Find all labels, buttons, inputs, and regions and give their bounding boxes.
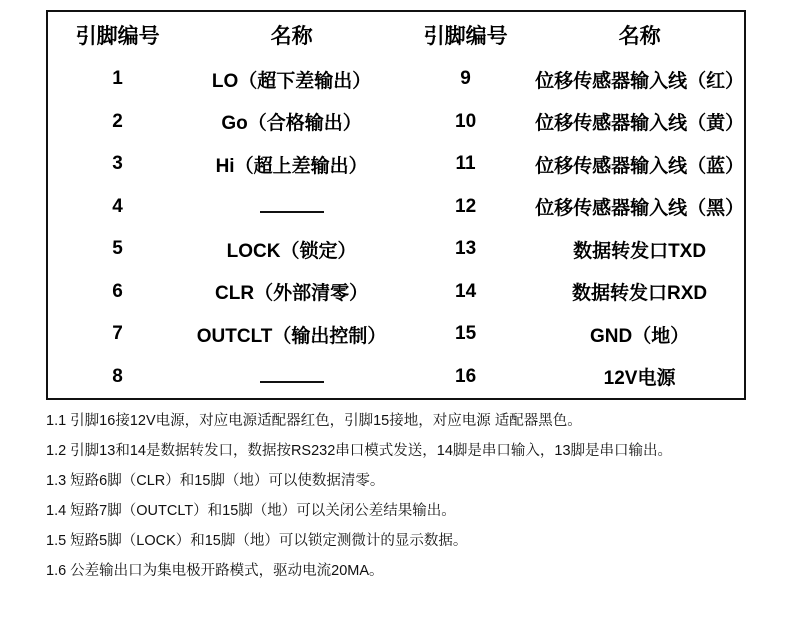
table-row (48, 313, 744, 356)
cell-name-right: 位移传感器输入线（蓝） (535, 155, 745, 177)
cell-name-left: Hi（超上差输出） (215, 155, 368, 177)
note-line: 1.3 短路6脚（CLR）和15脚（地）可以使数据清零。 (46, 473, 385, 489)
cell-name-left: LOCK（锁定） (226, 240, 357, 262)
cell-name-right: 位移传感器输入线（红） (535, 70, 745, 92)
table-header-row (48, 12, 744, 58)
cell-pin-number-left: 1 (112, 68, 123, 90)
cell-name-left (187, 186, 396, 229)
table-row (48, 143, 744, 186)
column-header-pin-number-left: 引脚编号 (75, 25, 160, 48)
table-row (48, 101, 744, 144)
note-line: 1.6 公差输出口为集电极开路模式，驱动电流20MA。 (46, 563, 384, 579)
table-row (48, 186, 744, 229)
cell-pin-number-right: 9 (460, 68, 471, 90)
pin-table (48, 12, 744, 398)
table-row (48, 228, 744, 271)
cell-pin-number-left: 4 (112, 195, 123, 217)
cell-pin-number-right: 15 (455, 323, 477, 345)
cell-name-right: 数据转发口TXD (573, 240, 707, 262)
cell-pin-number-right: 12 (455, 195, 477, 217)
pin-assignment-table (46, 10, 746, 400)
cell-pin-number-right: 16 (455, 365, 477, 387)
note-line: 1.4 短路7脚（OUTCLT）和15脚（地）可以关闭公差结果输出。 (46, 503, 456, 519)
cell-name-right: 位移传感器输入线（黄） (535, 113, 745, 135)
note-line: 1.2 引脚13和14是数据转发口，数据按RS232串口模式发送，14脚是串口输入，13脚是串口输出。 (46, 443, 673, 459)
cell-name-left: OUTCLT（输出控制） (196, 325, 387, 347)
note-line: 1.5 短路5脚（LOCK）和15脚（地）可以锁定测微计的显示数据。 (46, 533, 468, 549)
table-row (48, 271, 744, 314)
cell-pin-number-right: 14 (455, 280, 477, 302)
cell-pin-number-left: 3 (112, 153, 123, 175)
cell-name-right: 位移传感器输入线（黑） (535, 198, 745, 220)
cell-name-left: CLR（外部清零） (215, 283, 369, 305)
note-line: 1.1 引脚16接12V电源，对应电源适配器红色，引脚15接地，对应电源 适配器黑色。 (46, 413, 582, 429)
table-body (48, 58, 744, 398)
empty-dash-icon (260, 371, 324, 383)
empty-dash-icon (260, 201, 324, 213)
column-header-name-right: 名称 (618, 25, 661, 48)
column-header-pin-number-right: 引脚编号 (423, 25, 508, 48)
cell-name-left: LO（超下差输出） (211, 70, 372, 92)
cell-pin-number-left: 6 (112, 280, 123, 302)
cell-name-left (187, 356, 396, 399)
cell-pin-number-right: 13 (455, 238, 477, 260)
cell-pin-number-left: 2 (112, 110, 123, 132)
cell-name-right: 12V电源 (603, 368, 676, 390)
table-row (48, 356, 744, 399)
column-header-name-left: 名称 (270, 25, 313, 48)
cell-pin-number-left: 8 (112, 365, 123, 387)
table-row (48, 58, 744, 101)
cell-pin-number-right: 11 (455, 153, 476, 175)
cell-pin-number-left: 7 (112, 323, 123, 345)
cell-pin-number-left: 5 (112, 238, 123, 260)
notes-section (46, 406, 766, 586)
cell-name-right: GND（地） (589, 325, 690, 347)
table-header (48, 12, 744, 58)
cell-name-left: Go（合格输出） (221, 113, 362, 135)
cell-pin-number-right: 10 (455, 110, 477, 132)
cell-name-right: 数据转发口RXD (572, 283, 708, 305)
